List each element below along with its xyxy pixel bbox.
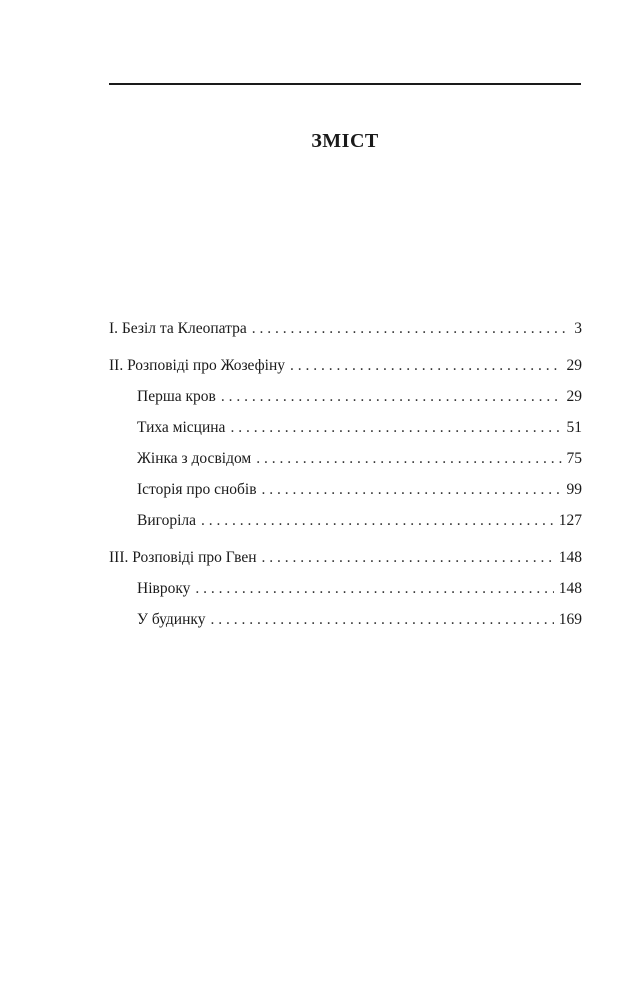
toc-subentry[interactable] (109, 474, 582, 505)
toc-subentry[interactable] (109, 573, 582, 604)
dot-leader (252, 313, 570, 344)
dot-leader (230, 412, 561, 443)
toc-entry-page: 29 (566, 357, 582, 374)
toc-entry-page: 99 (566, 481, 582, 498)
toc-subentry[interactable] (109, 412, 582, 443)
dot-leader (201, 505, 554, 536)
toc-subentry[interactable] (109, 604, 582, 635)
toc-entry-page: 29 (566, 388, 582, 405)
toc-subentry[interactable] (109, 381, 582, 412)
toc-entry-title: Тиха місцина (137, 419, 226, 436)
toc-entry-page: 3 (574, 320, 582, 337)
top-rule (109, 83, 581, 85)
toc-entry-page: 51 (566, 419, 582, 436)
dot-leader (262, 474, 562, 505)
toc-entry-title: Жінка з досвідом (137, 450, 252, 467)
toc-subentry[interactable] (109, 505, 582, 536)
toc-entry[interactable] (109, 313, 582, 344)
dot-leader (195, 573, 553, 604)
toc-entry-page: 127 (558, 512, 582, 529)
toc-entry-page: 148 (558, 549, 582, 566)
table-of-contents (109, 313, 582, 635)
dot-leader (221, 381, 562, 412)
toc-entry-title: Перша кров (137, 388, 216, 405)
toc-entry-title: У будинку (137, 611, 206, 628)
toc-entry-title: III. Розповіді про Гвен (109, 549, 257, 566)
dot-leader (262, 542, 554, 573)
toc-entry[interactable] (109, 542, 582, 573)
dot-leader (290, 350, 561, 381)
toc-entry-title: Нівроку (137, 580, 191, 597)
toc-subentry[interactable] (109, 443, 582, 474)
toc-entry-title: I. Безіл та Клеопатра (109, 320, 247, 337)
toc-entry-title: Вигоріла (137, 512, 197, 529)
toc-entry-title: II. Розповіді про Жозефіну (109, 357, 286, 374)
toc-entry[interactable] (109, 350, 582, 381)
toc-entry-page: 75 (566, 450, 582, 467)
toc-entry-page: 148 (558, 580, 582, 597)
toc-entry-page: 169 (558, 611, 582, 628)
dot-leader (210, 604, 553, 635)
toc-entry-title: Історія про снобів (137, 481, 257, 498)
dot-leader (256, 443, 561, 474)
page-title: ЗМІСТ (311, 130, 379, 152)
